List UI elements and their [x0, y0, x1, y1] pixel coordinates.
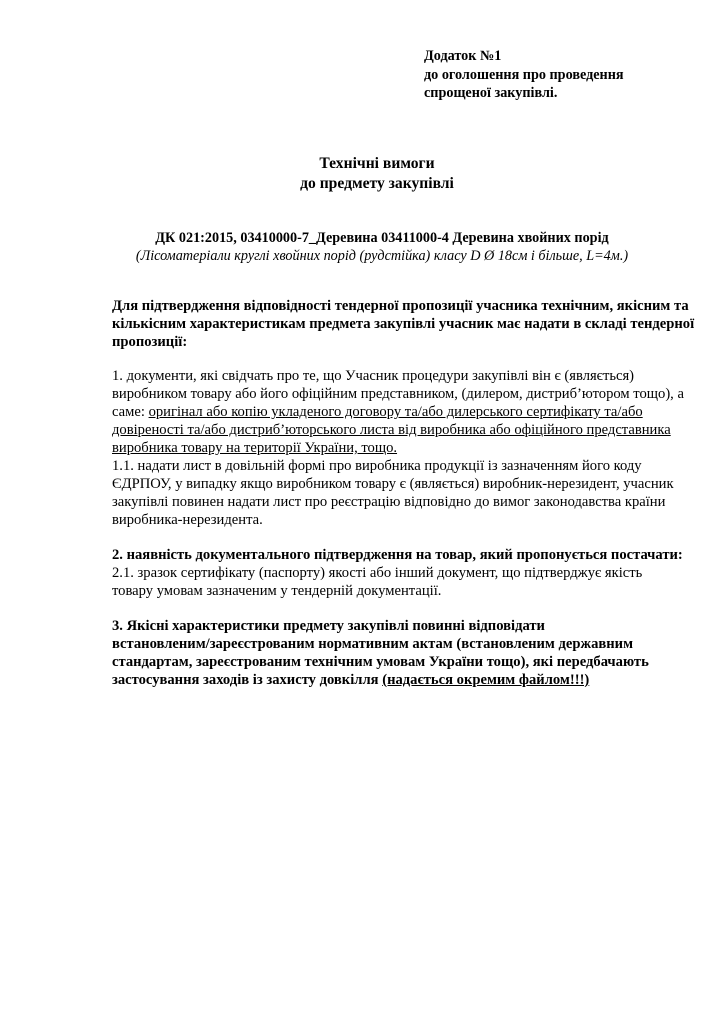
product-description: (Лісоматеріали круглі хвойних порід (рудстійка) класу D Ø 18см і більше, L=4м.) [135, 248, 629, 264]
annex-line-1: Додаток №1 [424, 48, 502, 64]
section-1-line-2: виробником товару або його офіційним представником, (дилером, дистриб’ютором тощо), а [112, 386, 684, 402]
section-1-line-5: виробника товару на території України, тощо. [112, 440, 398, 456]
section-1-1-line-1: 1.1. надати лист в довільній формі про виробника продукції із зазначенням його коду [112, 458, 642, 474]
title-line-1: Технічні вимоги [319, 155, 435, 172]
section-3-line-4-prefix: застосування заходів із захисту довкілля [112, 672, 383, 688]
annex-line-2: до оголошення про проведення [424, 66, 624, 83]
section-3 [112, 617, 716, 689]
section-1-1-line-3: закупівлі повинен надати лист про реєстрацію відповідно до вимог законодавства країни [112, 494, 666, 510]
document-title [0, 154, 724, 194]
section-1 [112, 367, 716, 529]
section-3-line-2: встановленим/зареєстрованим нормативним актам (встановленим державним [112, 636, 634, 652]
title-line-2: до предмету закупівлі [300, 175, 454, 192]
section-1-1-line-2: ЄДРПОУ, у випадку якщо виробником товару є (являється) виробник-нерезидент, учасник [112, 476, 674, 492]
separate-file-note: (надається окремим файлом!!!) [382, 672, 590, 688]
section-3-line-1: 3. Якісні характеристики предмету закупівлі повинні відповідати [112, 618, 545, 634]
intro-line-1: Для підтвердження відповідності тендерної пропозиції учасника технічним, якісним та [112, 298, 689, 314]
section-1-1-line-4: виробника-нерезидента. [112, 512, 263, 528]
section-1-line-3-underlined: оригінал або копію укладеного договору та/або дилерського сертифікату та/або [148, 404, 643, 420]
section-1-line-1: 1. документи, які свідчать про те, що Учасник процедури закупівлі він є (являється) [112, 368, 635, 384]
annex-header [424, 47, 624, 103]
section-1-line-3-prefix: саме: [112, 404, 149, 420]
intro-line-2: кількісним характеристикам предмета закупівлі учасник має надати в складі тендерної [112, 316, 695, 332]
section-3-line-3: стандартам, зареєстрованим технічним умовам України тощо), які передбачають [112, 654, 649, 670]
section-1-line-4: довіреності та/або дистриб’юторського листа від виробника або офіційного представника [112, 422, 671, 438]
intro-line-3: пропозиції: [112, 334, 188, 350]
section-1-line-3 [112, 403, 716, 421]
classification-code: ДК 021:2015, 03410000-7_Деревина 03411000-4 Деревина хвойних порід [155, 230, 609, 246]
section-3-line-4 [112, 671, 716, 689]
section-2-line-1: 2.1. зразок сертифікату (паспорту) якості або інший документ, що підтверджує якість [112, 565, 643, 581]
section-2-heading: 2. наявність документального підтвердження на товар, який пропонується постачати: [112, 547, 683, 563]
section-2-line-2: товару умовам зазначеним у тендерній документації. [112, 583, 442, 599]
section-2 [112, 546, 716, 600]
annex-line-3: спрощеної закупівлі. [424, 85, 558, 101]
intro-paragraph [112, 297, 716, 351]
